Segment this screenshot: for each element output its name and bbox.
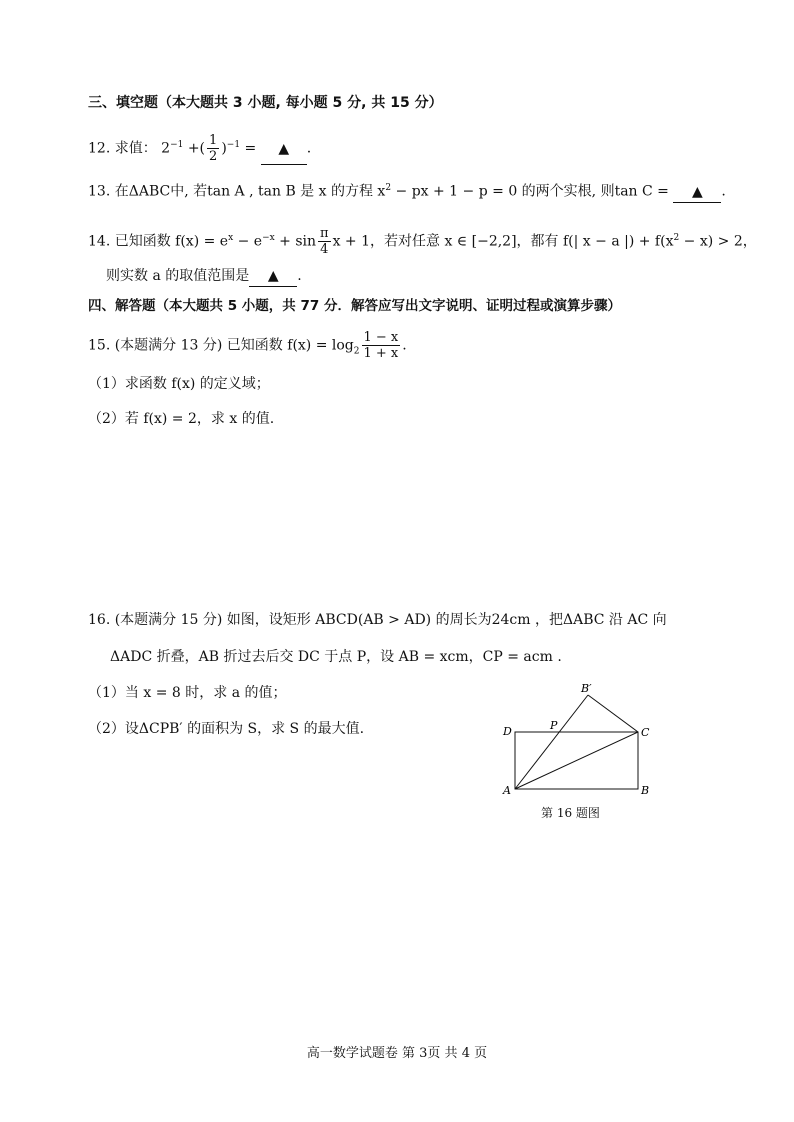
question-14 <box>88 222 757 258</box>
q15-text: (本题满分 13 分) 已知函数 f(x) = log <box>114 337 354 354</box>
q14-end: . <box>297 268 302 284</box>
question-12 <box>88 130 311 165</box>
q13-number: 13. <box>88 183 111 200</box>
q13-text-b: − px + 1 − p = 0 的两个实根, 则tan C = <box>391 183 674 200</box>
label-a: A <box>503 784 511 797</box>
q16-text-line1: (本题满分 15 分) 如图，设矩形 ABCD(AB > AD) 的周长为24cm ，把ΔABC 沿 AC 向 <box>114 612 667 628</box>
q15-log-base: 2 <box>353 346 360 357</box>
q14-frac-num: π <box>320 226 329 242</box>
q16-number: 16. <box>88 612 111 628</box>
q15-frac-den: 1 + x <box>363 346 399 361</box>
page-footer: 高一数学试题卷 第 3页 共 4 页 <box>306 1046 488 1061</box>
q16-text-line2: ΔADC 折叠，AB 折过去后交 DC 于点 P，设 AB = xcm，CP = acm . <box>110 649 562 665</box>
q14-text-a: 已知函数 f(x) = e <box>114 233 229 250</box>
diagonal-ac <box>515 732 638 789</box>
q13-end: . <box>721 183 726 200</box>
q12-exp-c: −1 <box>226 140 241 150</box>
q12-fraction <box>207 133 219 164</box>
q15-number: 15. <box>88 337 111 354</box>
q12-expr-c: ) <box>221 140 227 157</box>
q16-part2: （2）设ΔCPB′ 的面积为 S，求 S 的最大值. <box>88 721 365 737</box>
q12-expr-a: 2 <box>161 140 171 157</box>
q12-frac-num: 1 <box>209 133 218 149</box>
q16-figure <box>495 680 665 810</box>
question-13 <box>88 178 726 203</box>
label-c: C <box>641 726 650 739</box>
label-p: P <box>550 719 558 732</box>
q12-text: 求值： <box>114 140 157 157</box>
q14-text-c: + sin <box>274 233 317 250</box>
q15-end: . <box>402 337 407 354</box>
q12-exp-a: −1 <box>170 140 184 150</box>
section4-heading: 四、解答题（本大题共 5 小题，共 77 分．解答应写出文字说明、证明过程或演算步骤） <box>88 298 621 314</box>
q12-frac-den: 2 <box>209 149 218 165</box>
q13-sq: 2 <box>385 183 392 193</box>
label-d: D <box>503 725 512 738</box>
question-14-line2 <box>106 266 302 287</box>
q15-part1: （1）求函数 f(x) 的定义域； <box>88 376 270 392</box>
figure-caption: 第 16 题图 <box>541 806 600 820</box>
q14-frac-den: 4 <box>320 242 329 258</box>
q16-part1: （1）当 x = 8 时，求 a 的值； <box>88 685 287 701</box>
q15-fraction <box>362 330 401 361</box>
q14-exp2: −x <box>262 233 275 243</box>
q14-text-d: x + 1，若对任意 x ∈ [−2,2]，都有 f(| x − a |) + f(x <box>332 233 674 250</box>
segment-b-prime-c <box>588 695 638 732</box>
q14-text-e: − x) > 2， <box>679 233 757 250</box>
q15-frac-num: 1 − x <box>363 330 399 345</box>
section3-heading: 三、填空题（本大题共 3 小题, 每小题 5 分, 共 15 分） <box>88 95 443 111</box>
segment-ab-prime <box>515 695 588 789</box>
q14-fraction <box>318 226 331 257</box>
q12-number: 12. <box>88 140 111 157</box>
question-16 <box>88 610 667 630</box>
q13-text-a: 在ΔABC中, 若tan A , tan B 是 x 的方程 x <box>114 183 386 200</box>
question-15 <box>88 330 407 366</box>
q12-eq: = <box>244 140 261 157</box>
label-b: B <box>641 784 650 797</box>
q14-text-b: − e <box>233 233 263 250</box>
q12-end: . <box>306 140 312 157</box>
q14-exp1: x <box>228 233 234 243</box>
label-b-prime: B′ <box>581 682 592 695</box>
q14-number: 14. <box>88 233 111 250</box>
q12-answer-blank: ▲ <box>261 134 307 165</box>
q14-sq: 2 <box>673 233 680 243</box>
q14-answer-blank: ▲ <box>249 266 297 287</box>
q12-expr-b: +( <box>187 140 206 157</box>
q14-line2-text: 则实数 a 的取值范围是 <box>106 268 250 284</box>
q15-part2: （2）若 f(x) = 2，求 x 的值. <box>88 411 275 427</box>
q13-answer-blank: ▲ <box>673 182 721 203</box>
